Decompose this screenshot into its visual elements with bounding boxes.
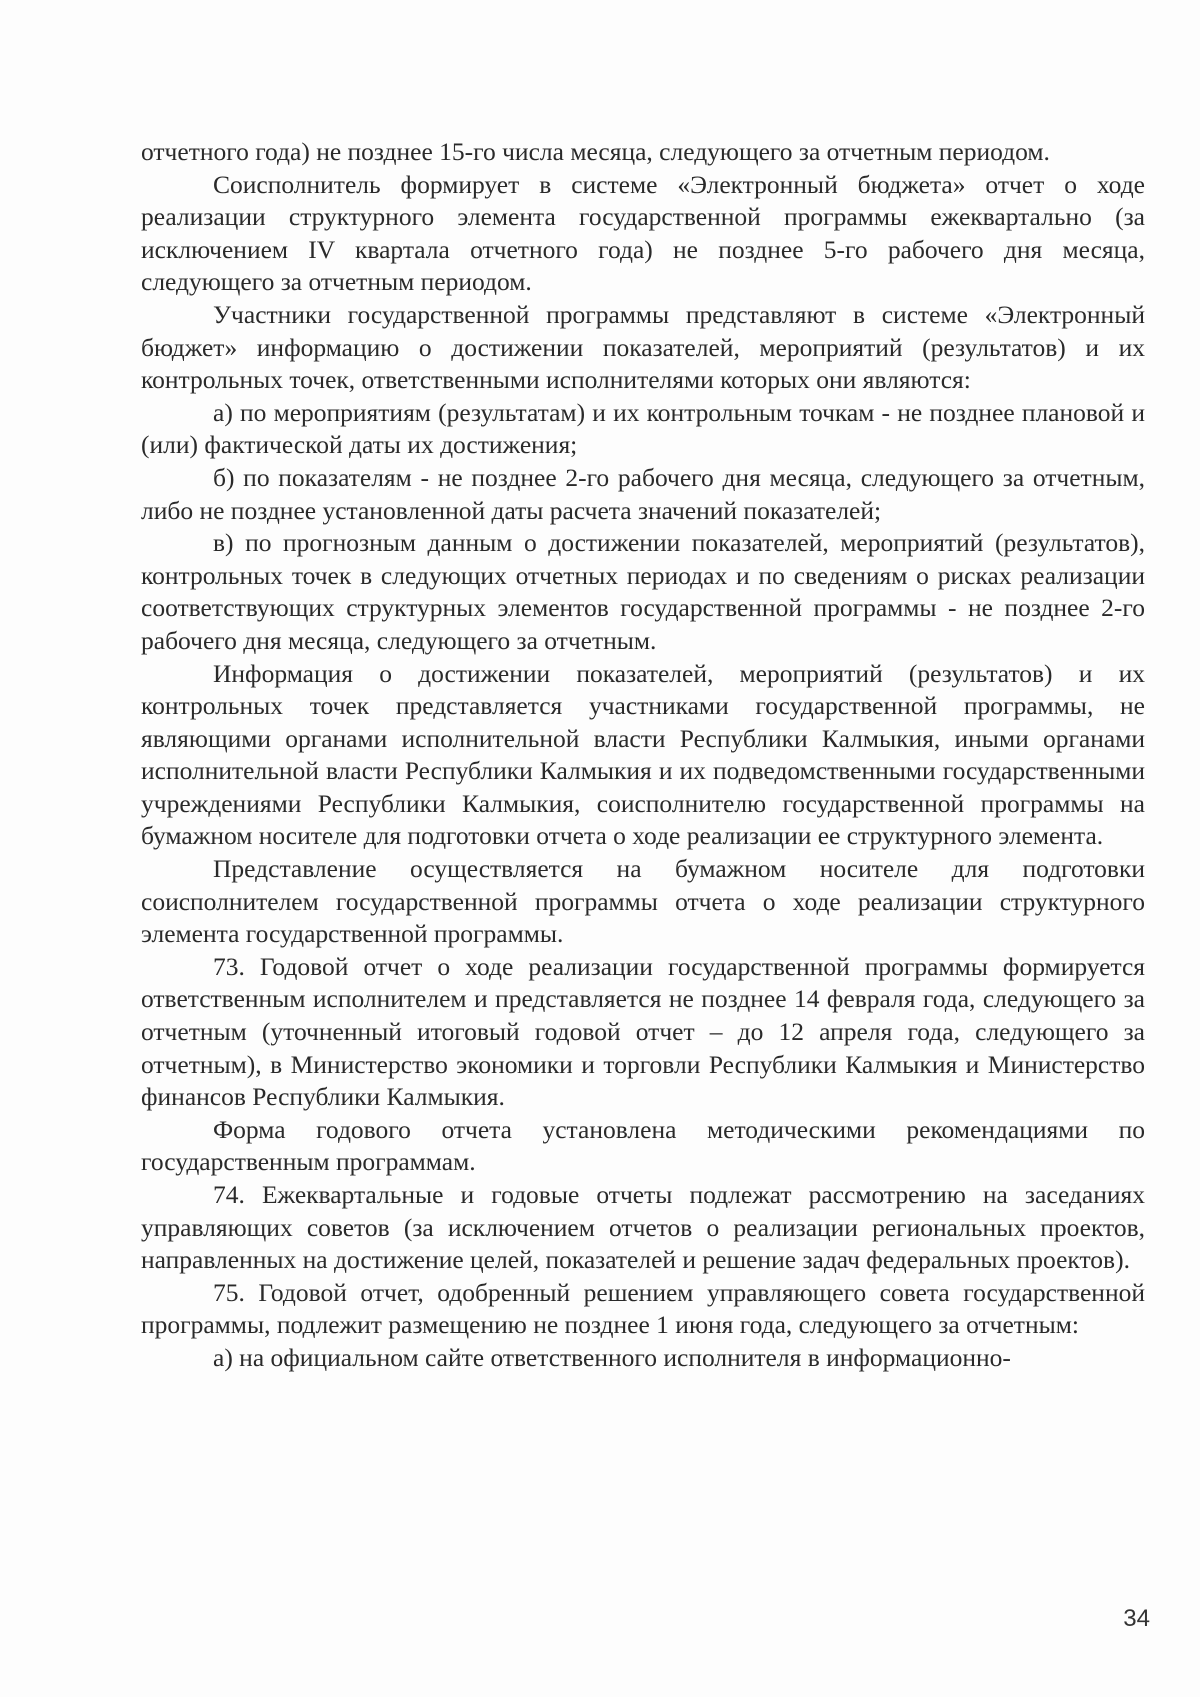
- document-body: [141, 136, 1145, 1375]
- paragraph-participants: Участники государственной программы представляют в системе «Электронный бюджет» информацию о достижении показателей, мероприятий (результатов) и их контрольных точек, ответственными исполнителями которых они являются:: [141, 299, 1145, 395]
- paragraph-information: Информация о достижении показателей, мероприятий (результатов) и их контрольных точек представляется участниками государственной программы, не являющими органами исполнительной власти Республики Калмыкия, иными органами исполнительной власти Республики Калмыкия и их подведомственными государственными учреждениями Республики Калмыкия, соисполнителю государственной программы на бумажном носителе для подготовки отчета о ходе реализации ее структурного элемента.: [141, 658, 1145, 851]
- list-item-c: в) по прогнозным данным о достижении показателей, мероприятий (результатов), контрольных точек в следующих отчетных периодах и по сведениям о рисках реализации соответствующих структурных элементов государственной программы - не позднее 2-го рабочего дня месяца, следующего за отчетным.: [141, 528, 1145, 655]
- list-item-b: б) по показателям - не позднее 2-го рабочего дня месяца, следующего за отчетным, либо не позднее установленной даты расчета значений показателей;: [141, 462, 1145, 525]
- paragraph-75: 75. Годовой отчет, одобренный решением управляющего совета государственной программы, подлежит размещению не позднее 1 июня года, следующего за отчетным:: [141, 1277, 1145, 1340]
- page-number: 34: [1123, 1605, 1150, 1632]
- paragraph-coexecutor-report: Соисполнитель формирует в системе «Электронный бюджета» отчет о ходе реализации структурного элемента государственной программы ежеквартально (за исключением IV квартала отчетного года) не позднее 5-го рабочего дня месяца, следующего за отчетным периодом.: [141, 169, 1145, 297]
- list-item-a-website: а) на официальном сайте ответственного исполнителя в информационно-: [213, 1342, 1011, 1372]
- paragraph-74: 74. Ежеквартальные и годовые отчеты подлежат рассмотрению на заседаниях управляющих советов (за исключением отчетов о реализации региональных проектов, направленных на достижение целей, показателей и решение задач федеральных проектов).: [141, 1180, 1145, 1275]
- list-item-a: а) по мероприятиям (результатам) и их контрольным точкам - не позднее плановой и (или) фактической даты их достижения;: [141, 397, 1145, 460]
- paragraph-submission: Представление осуществляется на бумажном носителе для подготовки соисполнителем государственной программы отчета о ходе реализации структурного элемента государственной программы.: [141, 854, 1145, 949]
- paragraph-73: 73. Годовой отчет о ходе реализации государственной программы формируется ответственным исполнителем и представляется не позднее 14 февраля года, следующего за отчетным (уточненный итоговый годовой отчет – до 12 апреля года, следующего за отчетным), в Министерство экономики и торговли Республики Калмыкия и Министерство финансов Республики Калмыкия.: [141, 951, 1145, 1112]
- paragraph-report-form: Форма годового отчета установлена методическими рекомендациями по государственным программам.: [141, 1114, 1145, 1177]
- paragraph-continuation: отчетного года) не позднее 15-го числа месяца, следующего за отчетным периодом.: [141, 137, 1050, 166]
